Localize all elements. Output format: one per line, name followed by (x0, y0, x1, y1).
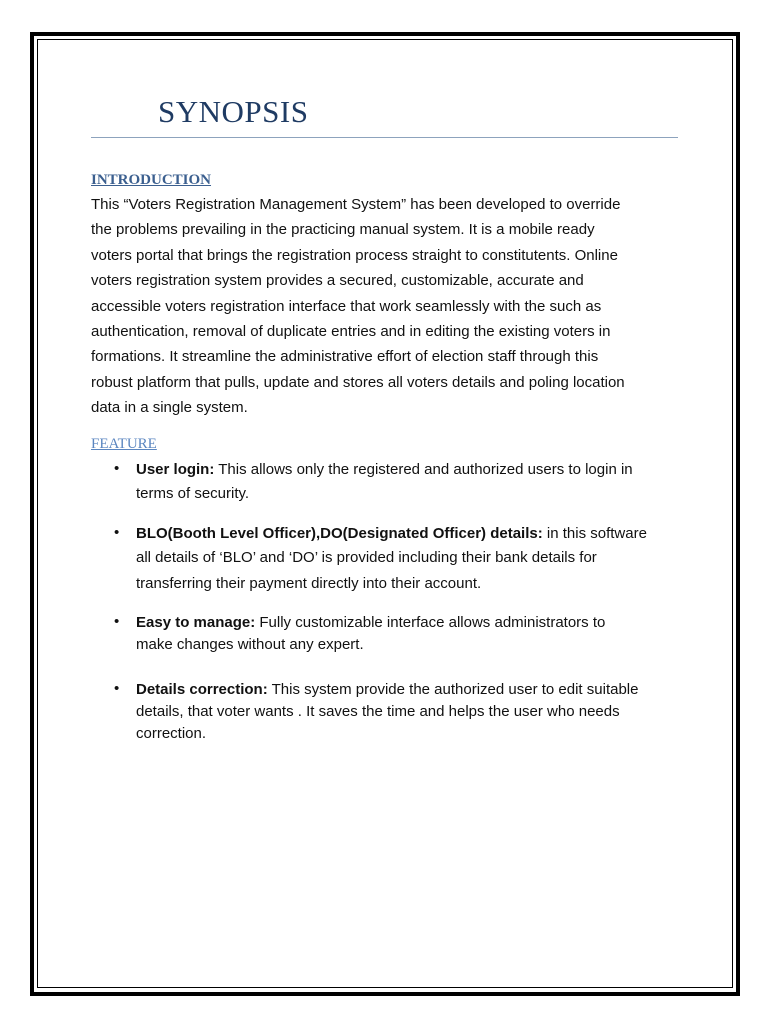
feature-item-line (136, 725, 206, 743)
feature-heading: FEATURE (91, 436, 157, 452)
intro-line: authentication, removal of duplicate entries and in editing the existing voters in (91, 323, 611, 340)
feature-item-line (136, 575, 481, 593)
feature-item-text: This allows only the registered and authorized users to login in (214, 461, 633, 478)
intro-line: voters portal that brings the registration process straight to constitutents. Online (91, 246, 618, 264)
intro-line: This “Voters Registration Management System” has been developed to override (91, 196, 621, 213)
feature-item-line (136, 485, 249, 503)
feature-item-line (136, 681, 638, 699)
feature-item-text: terms of security. (136, 485, 250, 502)
feature-item-text: transferring their payment directly into their account. (136, 575, 482, 592)
feature-item-text: Fully customizable interface allows administrators to (255, 614, 606, 631)
feature-item-label: User login: (136, 461, 215, 478)
intro-line: voters registration system provides a secured, customizable, accurate and (91, 272, 584, 290)
feature-item-line (136, 614, 605, 632)
bullet-icon: • (114, 680, 120, 697)
introduction-heading: INTRODUCTION (91, 172, 212, 188)
intro-line: data in a single system. (91, 399, 248, 417)
feature-item-text: details, that voter wants . It saves the time and helps the user who needs (136, 703, 620, 720)
intro-line: accessible voters registration interface that work seamlessly with the such as (91, 297, 602, 315)
feature-item-text: make changes without any expert. (136, 636, 364, 653)
document-title: SYNOPSIS (158, 94, 309, 129)
feature-item-text: This system provide the authorized user to edit suitable (267, 681, 639, 698)
feature-item-text: all details of ‘BLO’ and ‘DO’ is provided including their bank details for (136, 549, 597, 566)
feature-item-line (136, 549, 597, 567)
feature-item-label: BLO(Booth Level Officer),DO(Designated Officer) details: (136, 525, 543, 542)
feature-item-line (136, 703, 620, 721)
intro-line: the problems prevailing in the practicing manual system. It is a mobile ready (91, 221, 595, 239)
bullet-icon: • (114, 613, 120, 630)
bullet-icon: • (114, 460, 120, 477)
intro-line: robust platform that pulls, update and stores all voters details and poling location (91, 373, 625, 391)
title-rule (91, 137, 678, 138)
feature-item-line (136, 461, 633, 479)
feature-item-line (136, 525, 647, 543)
feature-item-text: in this software (542, 525, 647, 542)
intro-line: formations. It streamline the administrative effort of election staff through this (91, 348, 599, 366)
feature-item-label: Details correction: (136, 681, 268, 698)
bullet-icon: • (114, 524, 120, 541)
feature-item-line (136, 636, 364, 654)
feature-item-text: correction. (136, 725, 207, 742)
feature-item-label: Easy to manage: (136, 614, 256, 631)
